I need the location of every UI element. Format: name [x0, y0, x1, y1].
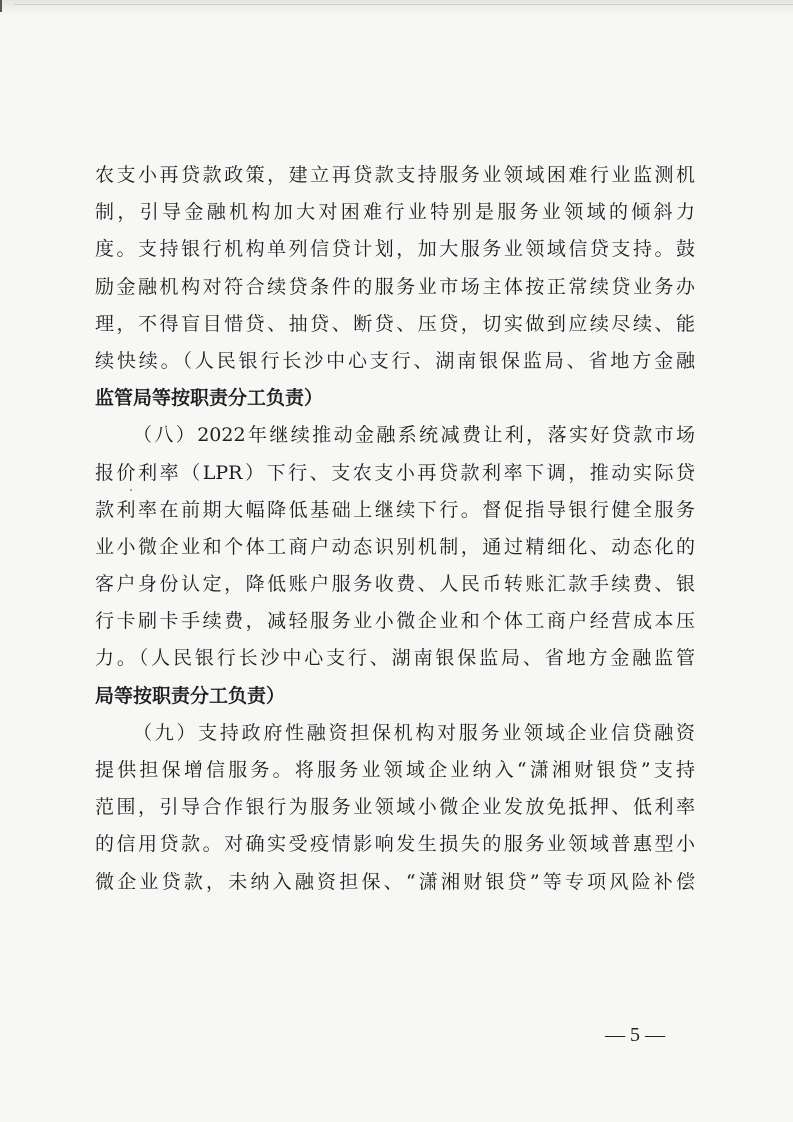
responsibility-note: 监管局等按职责分工负责）: [95, 387, 324, 410]
text-line: 续快续。（人民银行长沙中心支行、湖南银保监局、省地方金融: [95, 349, 695, 372]
responsibility-note: 局等按职责分工负责）: [95, 684, 286, 707]
document-body: [95, 157, 695, 901]
scan-edge: [0, 0, 793, 14]
text-line: 度。支持银行机构单列信贷计划，加大服务业领域信贷支持。鼓: [95, 238, 695, 261]
text-line: 的信用贷款。对确实受疫情影响发生损失的服务业领域普惠型小: [95, 833, 695, 856]
text-line: 理，不得盲目惜贷、抽贷、断贷、压贷，切实做到应续尽续、能: [95, 312, 695, 335]
text-line: 业小微企业和个体工商户动态识别机制，通过精细化、动态化的: [95, 535, 695, 558]
text-line: 报价利率（LPR）下行、支农支小再贷款利率下调，推动实际贷: [95, 461, 695, 484]
text-line: 农支小再贷款政策，建立再贷款支持服务业领域困难行业监测机: [95, 164, 695, 186]
scan-speck: [130, 489, 132, 491]
text-line: 范围，引导合作银行为服务业领域小微企业发放免抵押、低利率: [95, 796, 695, 819]
text-line: 行卡刷卡手续费，减轻服务业小微企业和个体工商户经营成本压: [95, 610, 695, 633]
scan-corner-mark: [0, 0, 8, 12]
text-line: 客户身份认定，降低账户服务收费、人民币转账汇款手续费、银: [95, 573, 695, 596]
text-line: 款利率在前期大幅降低基础上继续下行。督促指导银行健全服务: [95, 498, 695, 521]
text-line: 提供担保增信服务。将服务业领域企业纳入“潇湘财银贷”支持: [95, 759, 695, 781]
text-line: 制，引导金融机构加大对困难行业特别是服务业领域的倾斜力: [95, 201, 695, 224]
text-line: 励金融机构对符合续贷条件的服务业市场主体按正常续贷业务办: [95, 275, 695, 298]
section-9-heading-line: （九）支持政府性融资担保机构对服务业领域企业信贷融资: [133, 721, 695, 744]
text-line: 微企业贷款，未纳入融资担保、“潇湘财银贷”等专项风险补偿: [95, 870, 695, 893]
text-line: 力。（人民银行长沙中心支行、湖南银保监局、省地方金融监管: [95, 647, 695, 670]
scan-border-line: [14, 4, 793, 5]
page-number: — 5 —: [605, 1024, 665, 1046]
section-8-heading-line: （八）2022年继续推动金融系统减费让利，落实好贷款市场: [133, 424, 695, 447]
